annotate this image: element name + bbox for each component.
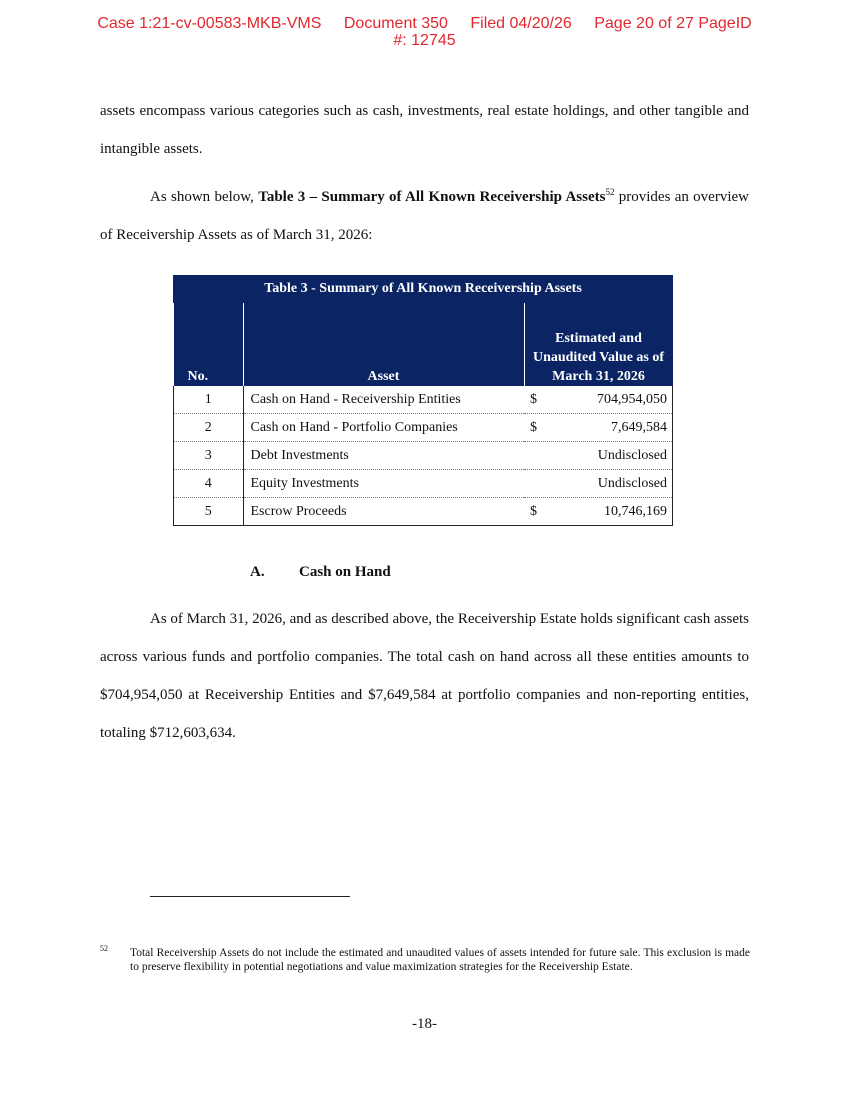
court-filing-header xyxy=(0,15,849,49)
filed-date: Filed 04/20/26 xyxy=(470,15,572,32)
row-value-cell xyxy=(524,414,673,442)
row-value: 7,649,584 xyxy=(611,419,667,435)
table-row xyxy=(174,470,673,498)
case-number: Case 1:21-cv-00583-MKB-VMS xyxy=(97,15,322,32)
footnote-52: Total Receivership Assets do not include the estimated and unaudited values of assets intended for future sale. This exclusion is made to preserve flexibility in potential negotiations and value maximization strategies for the Receivership Estate. xyxy=(130,947,750,973)
column-header-no: No. xyxy=(174,303,244,387)
footnote-divider xyxy=(150,896,350,897)
row-asset: Escrow Proceeds xyxy=(243,498,524,526)
section-title: Cash on Hand xyxy=(299,564,391,580)
row-value-cell xyxy=(524,498,673,526)
row-value: 704,954,050 xyxy=(597,391,667,407)
table-row xyxy=(174,386,673,414)
row-number: 4 xyxy=(174,470,244,498)
page-number: -18- xyxy=(412,1016,437,1032)
currency-symbol: $ xyxy=(530,419,537,435)
table-reference: Table 3 – Summary of All Known Receivership Assets xyxy=(258,189,606,205)
currency-symbol: $ xyxy=(530,391,537,407)
paragraph-table-intro: As shown below, Table 3 – Summary of All Known Receivership Assets$^{52}$ provides an overview of Receivership Assets as of March 31, 2026: xyxy=(100,187,749,243)
table-caption: Table 3 - Summary of All Known Receivership Assets xyxy=(174,276,673,303)
section-heading-cash-on-hand xyxy=(250,564,391,581)
row-value: Undisclosed xyxy=(597,475,667,491)
row-asset: Debt Investments xyxy=(243,442,524,470)
table-row xyxy=(174,442,673,470)
page-id: #: 12745 xyxy=(393,32,456,49)
receivership-assets-table xyxy=(173,275,673,526)
row-value-cell xyxy=(524,442,673,470)
paragraph-cash-on-hand: As of March 31, 2026, and as described above, the Receivership Estate holds significant cash assets across various funds and portfolio companies. The total cash on hand across all these entities amounts to $704,954,050 at Receivership Entities and $7,649,584 at portfolio companies and non-reporting entities, totaling $712,603,634. xyxy=(100,611,750,741)
table-row xyxy=(174,498,673,526)
row-asset: Cash on Hand - Portfolio Companies xyxy=(243,414,524,442)
document-number: Document 350 xyxy=(343,15,448,32)
footnote-mark: 52 xyxy=(100,944,108,953)
footnote-ref-52[interactable]: 52 xyxy=(605,187,615,197)
row-number: 1 xyxy=(174,386,244,414)
row-value-cell xyxy=(524,470,673,498)
currency-symbol: $ xyxy=(530,503,537,519)
section-letter: A. xyxy=(250,564,265,580)
column-header-asset: Asset xyxy=(243,303,524,387)
row-number: 3 xyxy=(174,442,244,470)
row-asset: Cash on Hand - Receivership Entities xyxy=(243,386,524,414)
table-row xyxy=(174,414,673,442)
row-asset: Equity Investments xyxy=(243,470,524,498)
column-header-value: Estimated and Unaudited Value as of March 31, 2026 xyxy=(532,331,665,384)
row-number: 2 xyxy=(174,414,244,442)
table-header-row xyxy=(174,303,673,387)
row-number: 5 xyxy=(174,498,244,526)
paragraph-assets-categories: assets encompass various categories such as cash, investments, real estate holdings, and other tangible and intangible assets. xyxy=(100,103,749,157)
page-of-pages: Page 20 of 27 PageID xyxy=(594,15,752,32)
row-value-cell xyxy=(524,386,673,414)
row-value: 10,746,169 xyxy=(604,503,667,519)
row-value: Undisclosed xyxy=(597,447,667,463)
